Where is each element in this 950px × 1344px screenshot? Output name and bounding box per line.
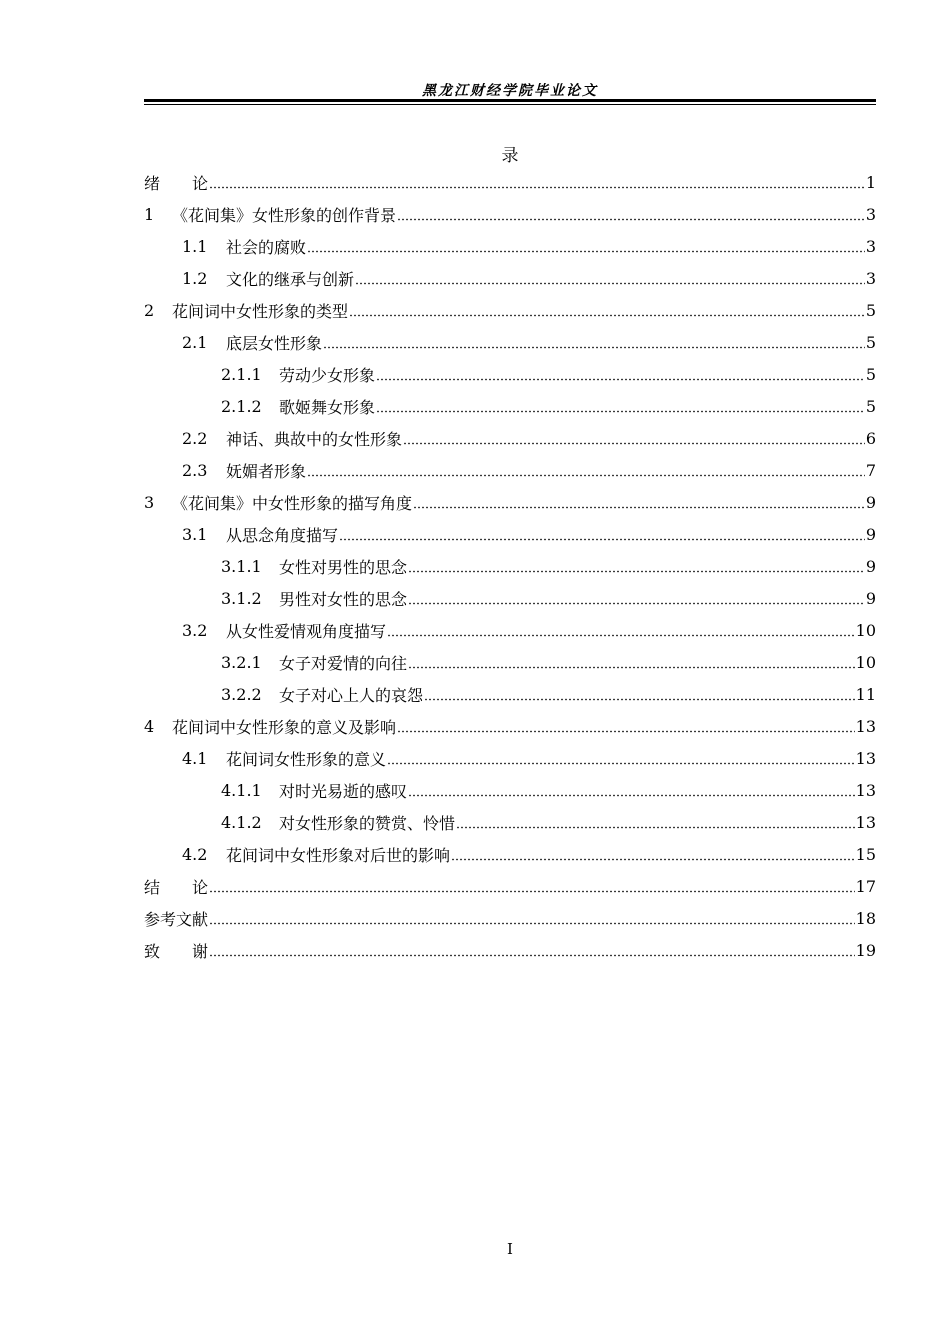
toc-entry[interactable]: [144, 934, 876, 966]
toc-entry-title: 文化的继承与创新: [226, 269, 355, 289]
toc-entry-title: 《花间集》中女性形象的描写角度: [172, 493, 413, 513]
toc-entry-page: 19: [855, 940, 876, 960]
toc-entry-number: 1: [144, 204, 155, 224]
toc-dot-leader: [355, 270, 865, 286]
toc-entry[interactable]: [144, 902, 876, 934]
toc-dot-leader: [403, 430, 865, 446]
toc-entry[interactable]: [144, 518, 876, 550]
toc-entry-page: 3: [865, 204, 876, 224]
toc-dot-leader: [209, 878, 855, 894]
toc-entry-number: 4: [144, 716, 155, 736]
toc-dot-leader: [456, 814, 855, 830]
toc-entry[interactable]: [144, 710, 876, 742]
toc-entry-page: 10: [855, 652, 876, 672]
toc-entry-page: 5: [865, 364, 876, 384]
toc-entry-title: 女性对男性的思念: [279, 557, 408, 577]
toc-entry-page: 13: [855, 812, 876, 832]
toc-entry-page: 9: [865, 524, 876, 544]
toc-entry-title: 从女性爱情观角度描写: [226, 621, 387, 641]
toc-entry-title: 歌姬舞女形象: [279, 397, 376, 417]
toc-entry-number: 2.3: [182, 460, 208, 480]
toc-entry-title: 女子对爱情的向往: [279, 653, 408, 673]
toc-dot-leader: [209, 910, 855, 926]
toc-entry-title: 致 谢: [144, 941, 209, 961]
table-of-contents: [144, 166, 876, 966]
toc-entry-number: 3.2.2: [221, 684, 262, 704]
toc-entry[interactable]: [144, 486, 876, 518]
toc-entry-title: 《花间集》女性形象的创作背景: [172, 205, 397, 225]
toc-entry[interactable]: [144, 646, 876, 678]
toc-entry[interactable]: [144, 454, 876, 486]
toc-entry-number: 4.1.2: [221, 812, 262, 832]
toc-entry-title: 妩媚者形象: [226, 461, 307, 481]
toc-entry[interactable]: [144, 838, 876, 870]
toc-entry-number: 1.2: [182, 268, 208, 288]
toc-entry-number: 4.1: [182, 748, 208, 768]
toc-entry[interactable]: [144, 294, 876, 326]
toc-dot-leader: [413, 494, 865, 510]
toc-entry[interactable]: [144, 774, 876, 806]
toc-dot-leader: [387, 622, 855, 638]
toc-entry-page: 5: [865, 332, 876, 352]
page-header-title: 黑龙江财经学院毕业论文: [422, 83, 598, 99]
header-rule-thick: [144, 99, 876, 102]
toc-entry-page: 6: [865, 428, 876, 448]
toc-entry-page: 15: [855, 844, 876, 864]
toc-entry-title: 参考文献: [144, 909, 209, 929]
toc-dot-leader: [397, 718, 855, 734]
toc-entry-title: 从思念角度描写: [226, 525, 339, 545]
toc-dot-leader: [408, 782, 855, 798]
toc-dot-leader: [408, 654, 855, 670]
toc-entry-title: 结 论: [144, 877, 209, 897]
toc-entry-page: 9: [865, 588, 876, 608]
toc-entry-number: 3.1.2: [221, 588, 262, 608]
toc-entry-page: 13: [855, 748, 876, 768]
toc-entry[interactable]: [144, 166, 876, 198]
toc-entry[interactable]: [144, 678, 876, 710]
toc-entry[interactable]: [144, 326, 876, 358]
toc-entry-title: 社会的腐败: [226, 237, 307, 257]
toc-entry-page: 1: [865, 172, 876, 192]
toc-entry-page: 5: [865, 300, 876, 320]
toc-entry-title: 花间词女性形象的意义: [226, 749, 387, 769]
toc-dot-leader: [307, 238, 865, 254]
toc-entry-number: 3.1: [182, 524, 208, 544]
toc-entry-page: 18: [855, 908, 876, 928]
toc-entry[interactable]: [144, 358, 876, 390]
toc-entry-number: 4.2: [182, 844, 208, 864]
toc-entry-title: 花间词中女性形象对后世的影响: [226, 845, 451, 865]
toc-entry-page: 11: [855, 684, 876, 704]
toc-entry-title: 男性对女性的思念: [279, 589, 408, 609]
toc-dot-leader: [307, 462, 865, 478]
toc-entry-number: 4.1.1: [221, 780, 262, 800]
toc-entry-title: 女子对心上人的哀怨: [279, 685, 424, 705]
toc-dot-leader: [209, 174, 865, 190]
toc-title: 录: [501, 146, 519, 166]
toc-dot-leader: [451, 846, 855, 862]
toc-entry-page: 10: [855, 620, 876, 640]
toc-entry[interactable]: [144, 422, 876, 454]
toc-entry-page: 5: [865, 396, 876, 416]
toc-entry-title: 底层女性形象: [226, 333, 323, 353]
toc-entry[interactable]: [144, 614, 876, 646]
toc-entry-title: 花间词中女性形象的类型: [172, 301, 349, 321]
header-rule-thin: [144, 104, 876, 105]
toc-entry[interactable]: [144, 870, 876, 902]
toc-dot-leader: [376, 366, 865, 382]
toc-dot-leader: [408, 558, 865, 574]
toc-entry-title: 神话、典故中的女性形象: [226, 429, 403, 449]
toc-entry[interactable]: [144, 390, 876, 422]
toc-entry-page: 13: [855, 780, 876, 800]
toc-dot-leader: [323, 334, 865, 350]
toc-entry-number: 3: [144, 492, 155, 512]
toc-entry-number: 2.1.2: [221, 396, 262, 416]
toc-entry-page: 3: [865, 236, 876, 256]
toc-entry-page: 13: [855, 716, 876, 736]
toc-entry-number: 2.1.1: [221, 364, 262, 384]
toc-entry-title: 花间词中女性形象的意义及影响: [172, 717, 397, 737]
toc-entry[interactable]: [144, 806, 876, 838]
toc-entry-title: 对时光易逝的感叹: [279, 781, 408, 801]
toc-entry-title: 劳动少女形象: [279, 365, 376, 385]
toc-entry[interactable]: [144, 262, 876, 294]
toc-entry-title: 对女性形象的赞赏、怜惜: [279, 813, 456, 833]
toc-entry[interactable]: [144, 582, 876, 614]
toc-entry-page: 3: [865, 268, 876, 288]
toc-entry-page: 9: [865, 492, 876, 512]
toc-entry[interactable]: [144, 550, 876, 582]
footer-page-number: I: [507, 1240, 513, 1258]
toc-dot-leader: [424, 686, 855, 702]
toc-entry[interactable]: [144, 198, 876, 230]
toc-entry-number: 3.2: [182, 620, 208, 640]
toc-dot-leader: [339, 526, 865, 542]
toc-entry-page: 17: [855, 876, 876, 896]
toc-dot-leader: [349, 302, 865, 318]
toc-entry[interactable]: [144, 230, 876, 262]
toc-entry-number: 2: [144, 300, 155, 320]
toc-entry-page: 9: [865, 556, 876, 576]
toc-entry-number: 1.1: [182, 236, 208, 256]
toc-entry-number: 2.2: [182, 428, 208, 448]
toc-entry-number: 3.2.1: [221, 652, 262, 672]
toc-dot-leader: [387, 750, 855, 766]
toc-entry-page: 7: [865, 460, 876, 480]
toc-dot-leader: [408, 590, 865, 606]
toc-entry-title: 绪 论: [144, 173, 209, 193]
toc-dot-leader: [376, 398, 865, 414]
toc-dot-leader: [397, 206, 865, 222]
toc-entry-number: 3.1.1: [221, 556, 262, 576]
toc-entry-number: 2.1: [182, 332, 208, 352]
toc-dot-leader: [209, 942, 855, 958]
toc-entry[interactable]: [144, 742, 876, 774]
